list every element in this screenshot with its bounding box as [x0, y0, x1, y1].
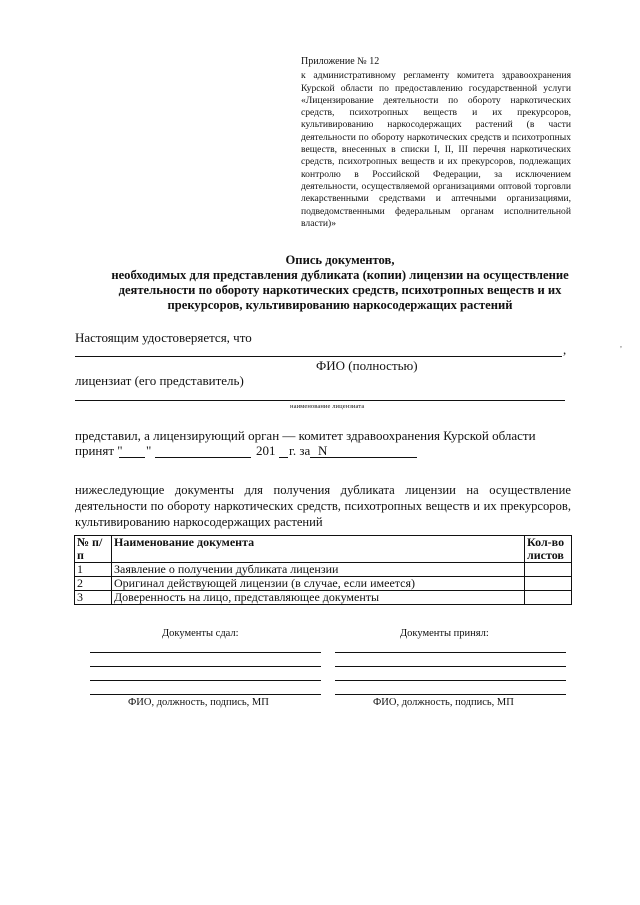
licensee-caption: наименование лицензиата	[290, 403, 365, 410]
received-line-3[interactable]	[335, 680, 566, 681]
appendix-text: к административному регламенту комитета здравоохранения Курской области по предоставлению государственной услуги «Лицензирование деятельности по обороту наркотических средств, психотропных веществ и их прекурсоров, культивированию наркосодержащих растений (в части деятельности по обороту наркотических средств и психотропных веществ, внесенных в списки I, II, III перечня наркотических средств, психотропных веществ и их прекурсоров, подлежащих контролю в Российской Федерации, за исключением деятельности, осуществляемой организациями оптовой торговли лекарственными средствами и аптечными организациями, подведомственными федеральным органам исполнительной власти)»	[301, 70, 571, 229]
title-line-3: деятельности по обороту наркотических средств, психотропных веществ и их	[118, 283, 562, 297]
received-label: Документы принял:	[400, 628, 489, 639]
gave-line-4[interactable]	[90, 694, 321, 695]
fio-caption: ФИО (полностью)	[316, 358, 418, 373]
year-suffix: г. за	[289, 443, 311, 458]
header-count: Кол-во листов	[525, 536, 572, 563]
accepted-prefix: принят "	[75, 443, 123, 458]
row-num: 2	[75, 577, 112, 591]
row-name: Доверенность на лицо, представляющее документы	[112, 591, 525, 605]
month-field[interactable]	[155, 457, 251, 458]
appendix-number: Приложение № 12	[301, 56, 380, 67]
fio-field[interactable]	[75, 356, 562, 357]
gave-label: Документы сдал:	[162, 628, 239, 639]
row-name: Заявление о получении дубликата лицензии	[112, 563, 525, 577]
year-prefix: 201	[256, 443, 276, 458]
documents-table	[74, 535, 572, 605]
fio-comma: ,	[563, 342, 567, 357]
header-name: Наименование документа	[112, 536, 525, 563]
gave-caption: ФИО, должность, подпись, МП	[128, 697, 269, 708]
table-row	[75, 563, 572, 577]
appendix-block	[301, 56, 571, 230]
received-line-1[interactable]	[335, 652, 566, 653]
row-count[interactable]	[525, 563, 572, 577]
gave-line-3[interactable]	[90, 680, 321, 681]
row-count[interactable]	[525, 577, 572, 591]
reg-number-field[interactable]	[310, 457, 417, 458]
row-count[interactable]	[525, 591, 572, 605]
licensee-text: лицензиат (его представитель)	[75, 373, 244, 388]
received-line-2[interactable]	[335, 666, 566, 667]
number-sign: N	[318, 443, 328, 458]
row-num: 1	[75, 563, 112, 577]
day-field[interactable]	[119, 457, 145, 458]
gave-line-2[interactable]	[90, 666, 321, 667]
submitted-text: представил, а лицензирующий орган — комитет здравоохранения Курской области	[75, 428, 536, 443]
documents-paragraph: нижеследующие документы для получения дубликата лицензии на осуществление деятельности по обороту наркотических средств, психотропных веществ и их прекурсоров, культивированию наркосодержащих растений	[75, 483, 571, 529]
received-caption: ФИО, должность, подпись, МП	[373, 697, 514, 708]
received-line-4[interactable]	[335, 694, 566, 695]
certify-text: Настоящим удостоверяется, что	[75, 330, 252, 345]
title-line-4: прекурсоров, культивированию наркосодержащих растений	[167, 298, 513, 312]
title-line-1: Опись документов,	[285, 253, 395, 267]
gave-line-1[interactable]	[90, 652, 321, 653]
document-title	[60, 253, 620, 313]
margin-mark: ,	[620, 340, 622, 349]
table-row	[75, 591, 572, 605]
accepted-quote: "	[146, 443, 152, 458]
year-field[interactable]	[279, 457, 288, 458]
title-line-2: необходимых для представления дубликата (копии) лицензии на осуществление	[111, 268, 569, 282]
table-row	[75, 577, 572, 591]
header-num: № п/п	[75, 536, 112, 563]
licensee-field[interactable]	[75, 400, 565, 401]
row-name: Оригинал действующей лицензии (в случае, если имеется)	[112, 577, 525, 591]
table-header-row	[75, 536, 572, 563]
row-num: 3	[75, 591, 112, 605]
